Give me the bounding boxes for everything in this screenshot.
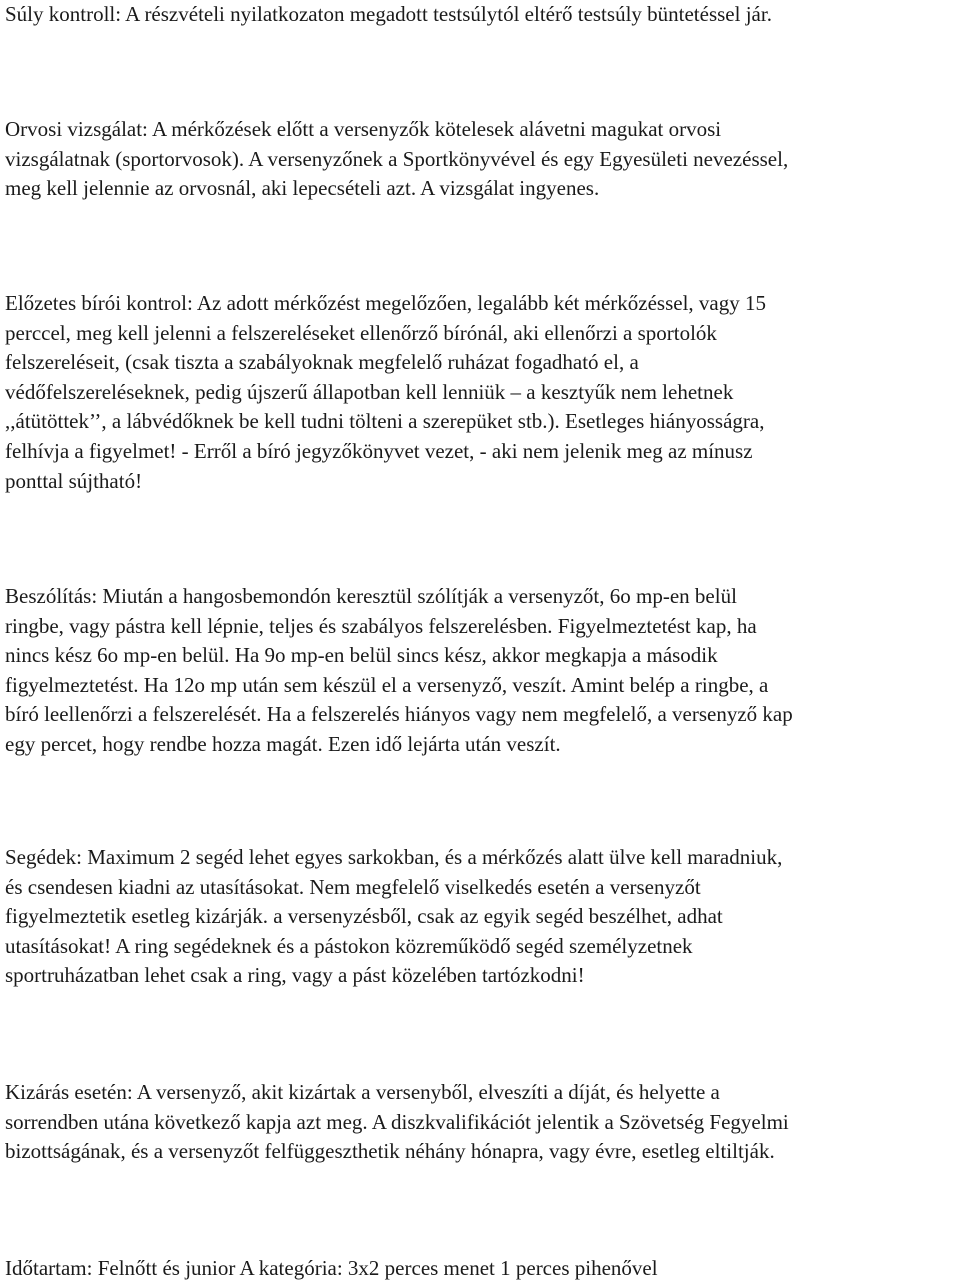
text-line: figyelmeztetést. Ha 12o mp után sem készül el a versenyző, veszít. Amint belép a ringbe, a bbox=[5, 672, 769, 697]
text-line: bizottságának, és a versenyzőt felfüggeszthetik néhány hónapra, vagy évre, esetleg eltiltják. bbox=[5, 1139, 775, 1164]
text-line: Időtartam: Felnőtt és junior A kategória: 3x2 perces menet 1 perces pihenővel bbox=[5, 1256, 658, 1280]
text-line: felszereléseit, (csak tiszta a szabályoknak megfelelő ruházat fogadható el, a bbox=[5, 350, 639, 375]
section-weight-control bbox=[5, 0, 957, 30]
text-line: meg kell jelennie az orvosnál, aki lepecsételi azt. A vizsgálat ingyenes. bbox=[5, 176, 600, 201]
text-line: Orvosi vizsgálat: A mérkőzések előtt a versenyzők kötelesek alávetni magukat orvosi bbox=[5, 117, 722, 141]
text-line: sportruházatban lehet csak a ring, vagy a pást közelében tartózkodni! bbox=[5, 963, 585, 988]
text-line: egy percet, hogy rendbe hozza magát. Ezen idő lejárta után veszít. bbox=[5, 731, 561, 756]
text-line: sorrendben utána következő kapja azt meg. A diszkvalifikációt jelentik a Szövetség Fegyelmi bbox=[5, 1109, 789, 1134]
section-medical-exam bbox=[5, 115, 957, 204]
text-line: bíró leellenőrzi a felszerelését. Ha a felszerelés hiányos vagy nem megfelelő, a versenyző kap bbox=[5, 702, 793, 727]
section-call-up bbox=[5, 582, 957, 760]
text-line: Előzetes bírói kontrol: Az adott mérkőzést megelőzően, legalább két mérkőzéssel, vagy 15 bbox=[5, 291, 767, 315]
text-line: felhívja a figyelmet! - Erről a bíró jegyzőkönyvet vezet, - aki nem jelenik meg az mínusz bbox=[5, 438, 753, 463]
text-line: és csendesen kiadni az utasításokat. Nem megfelelő viselkedés esetén a versenyzőt bbox=[5, 874, 701, 899]
section-seconds bbox=[5, 843, 957, 991]
text-line: figyelmeztetik esetleg kizárják. a versenyzésből, csak az egyik segéd beszélhet, adhat bbox=[5, 904, 723, 929]
text-line: perccel, meg kell jelenni a felszereléseket ellenőrző bírónál, aki ellenőrzi a sportolók bbox=[5, 320, 717, 345]
text-line: Segédek: Maximum 2 segéd lehet egyes sarkokban, és a mérkőzés alatt ülve kell maradniuk, bbox=[5, 845, 783, 869]
text-line: nincs kész 6o mp-en belül. Ha 9o mp-en belül sincs kész, akkor megkapja a második bbox=[5, 643, 718, 668]
text-line: Súly kontroll: A részvételi nyilatkozaton megadott testsúlytól eltérő testsúly büntetéssel jár. bbox=[5, 2, 772, 26]
text-line: ,,átütöttek’’, a lábvédőknek be kell tudni tölteni a szerepüket stb.). Esetleges hiányosságra, bbox=[5, 409, 765, 434]
text-line: Beszólítás: Miután a hangosbemondón keresztül szólítják a versenyzőt, 6o mp-en belül bbox=[5, 584, 737, 608]
text-line: védőfelszereléseknek, pedig újszerű állapotban kell lenniük – a kesztyűk nem lehetnek bbox=[5, 379, 734, 404]
text-line: ponttal sújtható! bbox=[5, 468, 143, 493]
section-duration bbox=[5, 1254, 957, 1284]
text-line: utasításokat! A ring segédeknek és a pástokon közreműködő segéd személyzetnek bbox=[5, 933, 693, 958]
text-line: vizsgálatnak (sportorvosok). A versenyzőnek a Sportkönyvével és egy Egyesületi nevezéssel, bbox=[5, 146, 789, 171]
section-referee-check bbox=[5, 289, 957, 496]
text-line: Kizárás esetén: A versenyző, akit kizártak a versenyből, elveszíti a díját, és helyette a bbox=[5, 1080, 720, 1104]
text-line: ringbe, vagy pástra kell lépnie, teljes és szabályos felszerelésben. Figyelmeztetést kap, ha bbox=[5, 613, 757, 638]
section-disqualification bbox=[5, 1078, 957, 1167]
